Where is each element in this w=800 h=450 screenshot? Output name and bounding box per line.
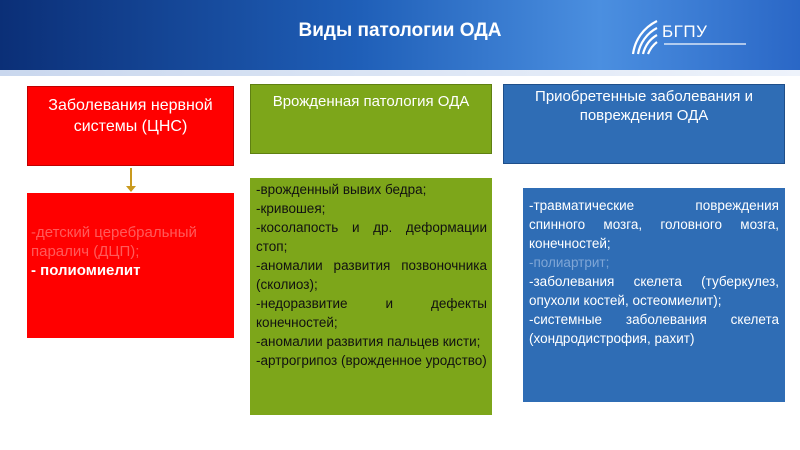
acquired-title-box: Приобретенные заболевания и повреждения ОДА (503, 84, 785, 164)
logo-icon (630, 16, 660, 56)
list-item: -заболевания скелета (туберкулез, опухоли костей, остеомиелит); (529, 274, 779, 308)
nervous-list (27, 193, 234, 338)
logo-text: БГПУ (662, 22, 708, 41)
list-item: -травматические повреждения спинного мозга, головного мозга, конечностей; (529, 198, 779, 251)
list-item: -артрогрипоз (врожденное уродство) (256, 353, 487, 368)
page-title: Виды патологии ОДА (298, 20, 502, 41)
list-item: -системные заболевания скелета (хондродистрофия, рахит) (529, 312, 779, 346)
list-item: -косолапость и др. деформации стоп; (256, 220, 487, 254)
congenital-list (250, 178, 492, 415)
acquired-list (523, 188, 785, 402)
list-item: -недоразвитие и дефекты конечностей; (256, 296, 487, 330)
arrow-down-icon (126, 186, 136, 192)
list-item: - полиомиелит (31, 262, 141, 279)
logo (630, 16, 760, 60)
list-item: -врожденный вывих бедра; (256, 182, 427, 197)
logo-underline (664, 43, 746, 45)
list-item: -аномалии развития пальцев кисти; (256, 334, 481, 349)
list-item: -детский церебральный паралич (ДЦП); (31, 224, 197, 260)
congenital-title-box: Врожденная патология ОДА (250, 84, 492, 154)
list-item: -полиартрит; (529, 255, 610, 270)
header-stripe (0, 70, 800, 76)
list-item: -аномалии развития позвоночника (сколиоз); (256, 258, 487, 292)
list-item: -кривошея; (256, 201, 326, 216)
nervous-title-box: Заболевания нервной системы (ЦНС) (27, 86, 234, 166)
